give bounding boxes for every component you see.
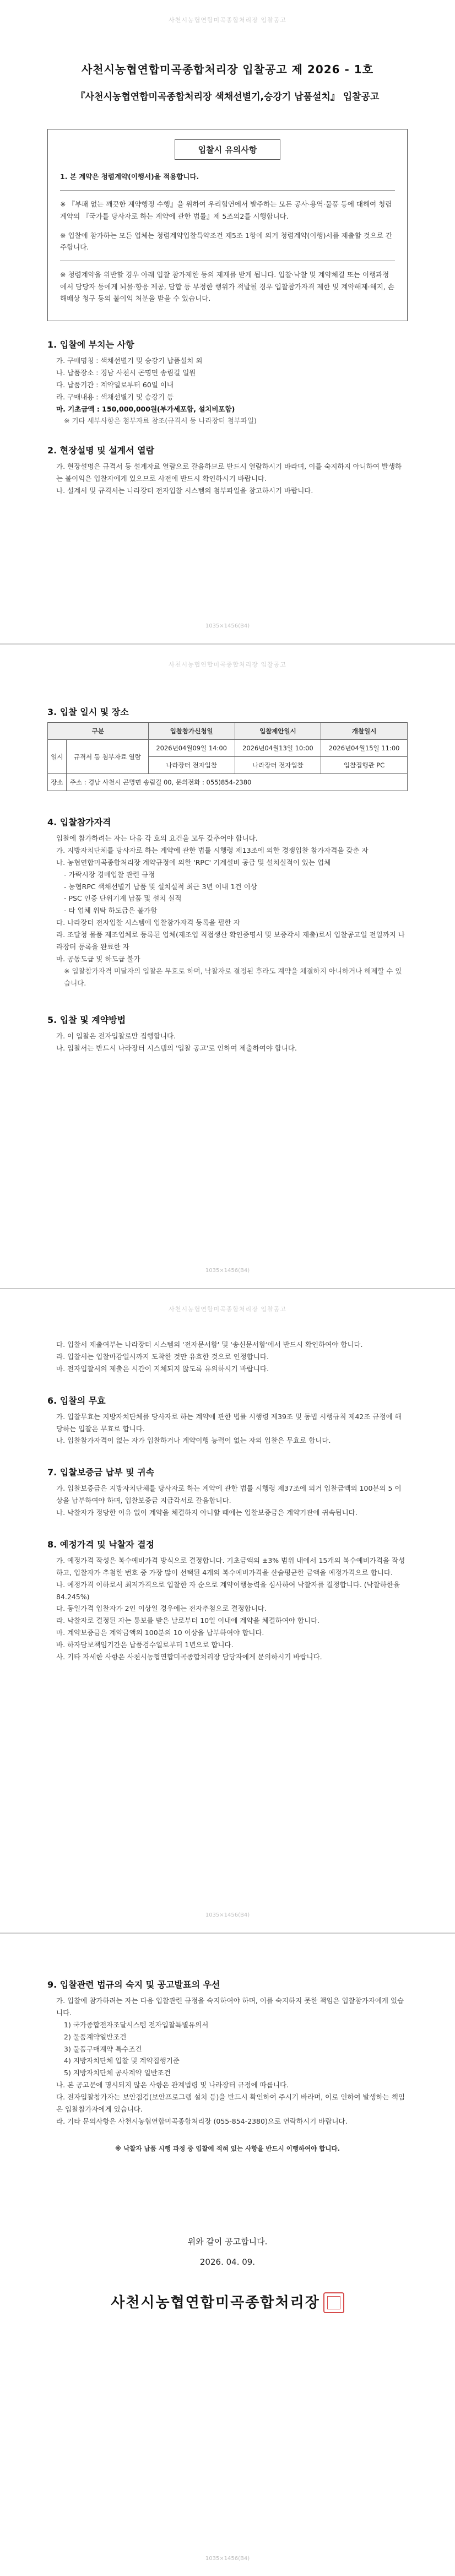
section-line: 4) 지방자치단체 입찰 및 계약집행기준 [64,2057,180,2065]
section-7 [47,1465,408,1519]
section-line: - 농협RPC 색채선별기 납품 및 설치실적 최근 3년 이내 1건 이상 [64,882,257,891]
section-line: 나. 입찰서는 반드시 나라장터 시스템의 '입찰 공고'로 인하여 제출하여야 합니다. [56,1044,297,1053]
section-line: 나. 입찰참가자격이 없는 자가 입찰하거나 계약이행 능력이 없는 자의 입찰은 무효로 합니다. [56,1436,331,1445]
section-heading: 2. 현장설명 및 설계서 열람 [47,445,155,456]
section-line: 입찰에 참가하려는 자는 다음 각 호의 요건을 모두 갖추어야 합니다. [56,834,258,842]
section-line: 다. 입찰서 제출여부는 나라장터 시스템의 '전자문서함' 및 '송신문서함'에서 반드시 확인하여야 합니다. [56,1340,363,1349]
page-header: 사천시농협연합미곡종합처리장 입찰공고 [169,17,286,24]
notice-paragraph: ※ 청렴계약을 위반할 경우 아래 입찰 참가제한 등의 제재를 받게 됩니다. 입찰·낙찰 및 계약체결 또는 이행과정에서 담당자 등에게 뇌물·향응 제공, 담합 등 부정한 행위가 적발될 경우 입찰참가자격 제한 및 계약해제·해지, 손해배상 청구 등의 불이익 처분을 받을 수 있습니다. [60,270,394,302]
page-header: 사천시농협연합미곡종합처리장 입찰공고 [169,661,286,668]
page-2 [0,645,455,1288]
section-line: 바. 하자담보책임기간은 납품검수일로부터 1년으로 합니다. [56,1641,234,1649]
table-row [48,774,408,791]
section-heading: 8. 예정가격 및 낙찰자 결정 [47,1539,155,1550]
section-9 [47,1978,408,2128]
section-line: 다. 동일가격 입찰자가 2인 이상일 경우에는 전자추첨으로 결정합니다. [56,1604,267,1613]
important-note: ※ 낙찰자 납품 시행 과정 중 입찰에 적혀 있는 사항을 반드시 이행하여야 합니다. [115,2144,340,2152]
notice-paragraph: ※ 입찰에 참가하는 모든 업체는 청렴계약입찰특약조건 제5조 1항에 의거 청렴계약(이행)서를 제출할 것으로 간주합니다. [60,231,393,251]
table-header-row [48,723,408,740]
official-seal-icon [323,2292,344,2313]
section-line: 마. 공동도급 및 하도급 불가 [56,954,140,963]
section-6 [47,1394,408,1447]
section-line: 다. 나라장터 전자입찰 시스템에 입찰참가자격 등록을 필한 자 [56,918,240,927]
table-cell: 입찰집행관 PC [321,757,408,774]
page-header: 사천시농협연합미곡종합처리장 입찰공고 [169,1306,286,1313]
section-heading: 9. 입찰관련 법규의 숙지 및 공고발표의 우선 [47,1979,220,1990]
section-line: 사. 기타 자세한 사항은 사천시농협연합미곡종합처리장 담당자에게 문의하시기 바랍니다. [56,1652,322,1661]
table-cell: 장소 [48,774,67,791]
page-footer: 1035×1456(B4) [205,1912,250,1918]
section-line: 라. 기타 문의사항은 사천시농협연합미곡종합처리장 (055-854-2380)으로 연락하시기 바랍니다. [56,2117,348,2125]
section-line: 라. 낙찰자로 결정된 자는 통보를 받은 날로부터 10일 이내에 계약을 체결하여야 합니다. [56,1616,320,1625]
section-heading: 7. 입찰보증금 납부 및 귀속 [47,1467,155,1478]
page-4 [0,1934,455,2576]
schedule-table [47,722,408,791]
issuer-block [47,2291,408,2314]
section-heading: 4. 입찰참가자격 [47,817,111,827]
section-line: 나. 납품장소 : 경남 사천시 곤명면 송림길 일원 [56,368,196,377]
section-line: ※ 입찰참가자격 미달자의 입찰은 무효로 하며, 낙찰자로 결정된 후라도 계약을 체결하지 아니하거나 해제할 수 있습니다. [64,966,402,987]
notice-box [47,129,408,321]
page-footer: 1035×1456(B4) [205,1268,250,1274]
table-cell: 일시 [48,740,67,774]
section-line: 나. 농협연합미곡종합처리장 계약규정에 의한 'RPC' 기계설비 공급 및 설치실적이 있는 업체 [56,858,331,867]
table-header-cell: 입찰참가신청일 [148,723,235,740]
table-header-cell: 입찰제안일시 [235,723,321,740]
section-line: 1) 국가종합전자조달시스템 전자입찰특별유의서 [64,2020,209,2029]
section-heading: 5. 입찰 및 계약방법 [47,1015,126,1026]
section-line: - PSC 인증 단위기계 납품 및 설치 실적 [64,894,182,903]
section-5-continued [47,1339,408,1375]
section-line: 나. 설계서 및 규격서는 나라장터 전자입찰 시스템의 첨부파일을 참고하시기 바랍니다. [56,486,313,495]
section-heading: 6. 입찰의 무효 [47,1395,106,1406]
section-line: 마. 기초금액 : 150,000,000원(부가세포함, 설치비포함) [56,404,235,413]
table-cell: 2026년04월13일 10:00 [235,740,321,757]
section-3 [47,705,408,791]
table-cell: 규격서 등 첨부자료 열람 [66,740,148,774]
section-line: 가. 현장설명은 규격서 등 설계자료 열람으로 갈음하므로 반드시 열람하시기 바라며, 이를 숙지하지 아니하여 발생하는 불이익은 입찰자에게 있으므로 사전에 반드시 확인하시기 바랍니다. [56,462,402,483]
section-line: 5) 지방자치단체 공사계약 일반조건 [64,2069,171,2077]
announcement-closing: 위와 같이 공고합니다. [187,2236,268,2247]
section-line: 나. 예정가격 이하로서 최저가격으로 입찰한 자 순으로 계약이행능력을 심사하여 낙찰자를 결정합니다. (낙찰하한율 84.245%) [56,1580,400,1601]
section-line: 라. 조달청 물품 제조업체로 등록된 업체(제조업 직접생산 확인증명서 및 보증각서 제출)로서 입찰공고일 전일까지 나라장터 등록을 완료한 자 [56,930,405,951]
section-8 [47,1538,408,1663]
page-footer: 1035×1456(B4) [205,623,250,629]
announcement-subtitle: 『사천시농협연합미곡종합처리장 색채선별기,승강기 납품설치』 입찰공고 [75,91,380,102]
issuer-name: 사천시농협연합미곡종합처리장 [111,2294,320,2311]
section-line: 가. 예정가격 작성은 복수예비가격 방식으로 결정합니다. 기초금액의 ±3% 범위 내에서 15개의 복수예비가격을 작성하고, 입찰자가 추첨한 번호 중 가장 많이 선택된 4개의 복수예비가격을 산술평균한 금액을 예정가격으로 합니다. [56,1556,405,1577]
section-line: 마. 전자입찰서의 제출은 시간이 지체되지 않도록 유의하시기 바랍니다. [56,1364,269,1373]
table-cell: 2026년04월15일 11:00 [321,740,408,757]
page-3 [0,1289,455,1933]
section-line: 가. 입찰보증금은 지방자치단체를 당사자로 하는 계약에 관한 법률 시행령 제37조에 의거 입찰금액의 100분의 5 이상을 납부하여야 하며, 입찰보증금 지급각서로 갈음합니다. [56,1484,402,1505]
section-line: 다. 전자입찰참가자는 보안점검(보안프로그램 설치 등)을 반드시 확인하여 주시기 바라며, 이로 인하여 발생하는 책임은 입찰참가자에게 있습니다. [56,2093,405,2113]
table-cell: 나라장터 전자입찰 [235,757,321,774]
announcement-title: 사천시농협연합미곡종합처리장 입찰공고 제 2026 - 1호 [81,63,374,76]
notice-paragraph: ※ 『부패 없는 깨끗한 계약행정 수행』을 위하여 우리협연에서 발주하는 모든 공사·용역·물품 등에 대해여 청렴계약의 『국가를 당사자로 하는 계약에 관한 법률』제 5조의2를 시행합니다. [60,200,392,220]
section-heading: 1. 입찰에 부치는 사항 [47,339,134,350]
section-line: 가. 이 입찰은 전자입찰로만 집행합니다. [56,1032,176,1041]
section-line: 가. 지방자치단체를 당사자로 하는 계약에 관한 법률 시행령 제13조에 의한 경쟁입찰 참가자격을 갖춘 자 [56,846,369,854]
section-line: 나. 본 공고문에 명시되지 않은 사항은 관계법령 및 나라장터 규정에 따릅니다. [56,2081,289,2090]
section-line: - 가락시장 경매입찰 관련 규정 [64,870,155,879]
table-cell: 주소 : 경남 사천시 곤명면 송림길 00, 문의전화 : 055)854-2380 [66,774,407,791]
section-line: 나. 낙찰자가 정당한 이유 없이 계약을 체결하지 아니할 때에는 입찰보증금은 계약기관에 귀속됩니다. [56,1508,358,1517]
table-cell: 나라장터 전자입찰 [148,757,235,774]
section-line: 다. 납품기간 : 계약일로부터 60일 이내 [56,380,174,389]
table-cell: 2026년04월09일 14:00 [148,740,235,757]
section-line: 3) 물품구매계약 특수조건 [64,2044,142,2053]
table-row [48,740,408,757]
section-2 [47,443,408,497]
table-header-cell: 개찰일시 [321,723,408,740]
section-4 [47,815,408,989]
page-1 [0,0,455,643]
section-line: 가. 구매명칭 : 색채선별기 및 승강기 납품설치 외 [56,356,203,365]
section-5 [47,1013,408,1054]
section-line: 라. 입찰서는 입찰마감일시까지 도착한 것만 유효한 것으로 인정합니다. [56,1352,269,1361]
section-line: 2) 물품계약일반조건 [64,2032,127,2041]
section-1 [47,338,408,427]
notice-divider [60,190,395,191]
page-footer: 1035×1456(B4) [205,2556,250,2562]
notice-title: 입찰시 유의사항 [175,139,280,160]
section-line: ※ 기타 세부사항은 첨부자료 참조(규격서 등 나라장터 첨부파일) [64,416,257,425]
section-line: 라. 구매내용 : 색채선별기 및 승강기 등 [56,392,174,401]
announcement-date: 2026. 04. 09. [199,2256,256,2267]
section-line: 가. 입찰에 참가하려는 자는 다음 입찰관련 규정을 숙지하여야 하며, 이를 숙지하지 못한 책임은 입찰참가자에게 있습니다. [56,1996,404,2017]
section-line: - 타 업체 위탁 하도급은 불가함 [64,906,158,915]
section-line: 마. 계약보증금은 계약금액의 100분의 10 이상을 납부하여야 합니다. [56,1628,264,1637]
section-heading: 3. 입찰 일시 및 장소 [47,707,129,717]
notice-paragraph: 1. 본 계약은 청렴계약(이행서)을 적용합니다. [60,172,199,181]
table-header-cell: 구분 [48,723,149,740]
section-line: 가. 입찰무효는 지방자치단체를 당사자로 하는 계약에 관한 법률 시행령 제39조 및 동법 시행규칙 제42조 규정에 해당하는 입찰은 무효로 합니다. [56,1412,402,1433]
